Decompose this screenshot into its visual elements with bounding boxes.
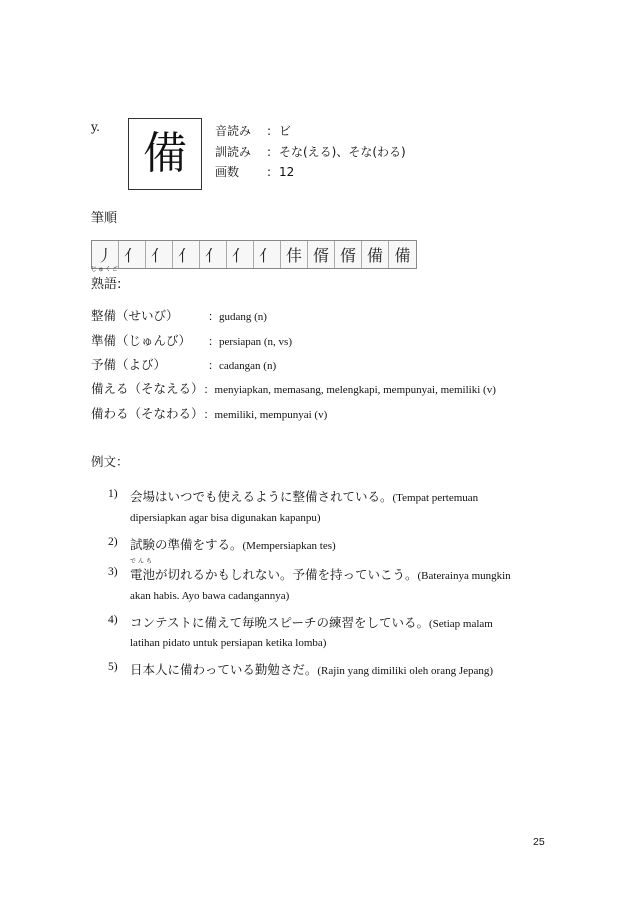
example-japanese: 電池が切れるかもしれない。予備を持っていこう。	[130, 567, 418, 582]
kunyomi-label: 訓読み	[215, 145, 252, 159]
onyomi-colon: :	[267, 124, 272, 138]
stroke-step: 備	[362, 241, 389, 268]
example-sentence	[130, 612, 493, 631]
stroke-step: 仹	[281, 241, 308, 268]
page-number: 25	[533, 836, 545, 848]
example-japanese: コンテストに備えて毎晩スピーチの練習をしている。	[130, 615, 430, 630]
stroke-step: 偦	[308, 241, 335, 268]
vocab-word: 整備（せいび）	[91, 308, 179, 323]
example-translation: (Tempat pertemuan	[392, 492, 479, 504]
example-translation-continued: latihan pidato untuk persiapan ketika lomba)	[130, 637, 327, 649]
example-number: 5)	[108, 661, 118, 673]
stroke-count-label: 画数	[215, 165, 240, 179]
vocab-meaning: ：memiliki, mempunyai (v)	[203, 409, 328, 421]
stroke-count-colon: :	[267, 165, 272, 179]
stroke-step: 亻	[200, 241, 227, 268]
examples-title: 例文：	[91, 454, 129, 469]
kunyomi-colon: :	[267, 145, 272, 159]
example-translation-continued: dipersiapkan agar bisa digunakan kapanpu)	[130, 512, 321, 524]
stroke-step: 亻	[119, 241, 146, 268]
kunyomi-row	[215, 143, 406, 160]
entry-letter: y.	[91, 120, 100, 134]
kunyomi-value: そな(える)、そな(わる)	[279, 145, 406, 159]
vocab-word: 準備（じゅんび）	[91, 333, 192, 348]
vocab-word: 予備（よび）	[91, 357, 167, 372]
vocab-meaning: ：menyiapkan, memasang, melengkapi, mempunyai, memiliki (v)	[203, 384, 496, 396]
vocab-row	[91, 306, 267, 324]
stroke-step: 亻	[254, 241, 281, 268]
stroke-count-value: 12	[279, 165, 295, 179]
example-translation-continued: akan habis. Ayo bawa cadangannya)	[130, 590, 290, 602]
example-translation: (Baterainya mungkin	[417, 570, 511, 582]
kanji-box	[128, 118, 202, 190]
example-number: 4)	[108, 614, 118, 626]
vocab-row	[91, 379, 496, 397]
vocab-row	[91, 355, 276, 373]
example-japanese: 日本人に備わっている勤勉さだ。	[130, 662, 318, 677]
example-translation: (Mempersiapkan tes)	[242, 540, 336, 552]
example-sentence	[130, 564, 511, 583]
vocab-row	[91, 331, 292, 349]
example-sentence	[130, 534, 336, 553]
vocab-row	[91, 404, 327, 422]
example-number: 3)	[108, 566, 118, 578]
stroke-step: 亻	[173, 241, 200, 268]
example-sentence	[130, 486, 478, 505]
stroke-order-title: 筆順	[91, 211, 118, 226]
vocab-word: 備える（そなえる）	[91, 381, 204, 396]
stroke-step: 亻	[227, 241, 254, 268]
example-japanese: 会場はいつでも使えるように整備されている。	[130, 489, 393, 504]
vocabulary-title: 熟語:	[91, 277, 122, 292]
example-translation: (Rajin yang dimiliki oleh orang Jepang)	[317, 665, 494, 677]
stroke-step: 偦	[335, 241, 362, 268]
vocab-meaning: ：cadangan (n)	[208, 360, 277, 372]
vocab-meaning: ：gudang (n)	[208, 311, 267, 323]
onyomi-value: ビ	[279, 124, 292, 138]
stroke-step: 丿	[92, 241, 119, 268]
vocab-meaning: ：persiapan (n, vs)	[208, 336, 293, 348]
onyomi-label: 音読み	[215, 124, 252, 138]
vocab-word: 備わる（そなわる）	[91, 406, 204, 421]
vocabulary-ruby: じゅくご	[91, 266, 120, 273]
example-translation: (Setiap malam	[429, 618, 493, 630]
example-sentence	[130, 659, 493, 678]
kanji-character: 備	[143, 128, 187, 179]
stroke-order-strip	[91, 240, 417, 269]
onyomi-row	[215, 122, 291, 139]
example-ruby: でんち	[130, 558, 155, 565]
stroke-step: 亻	[146, 241, 173, 268]
example-number: 1)	[108, 488, 118, 500]
stroke-step: 備	[389, 241, 416, 268]
example-japanese: 試験の準備をする。	[130, 537, 243, 552]
stroke-count-row	[215, 163, 294, 180]
example-number: 2)	[108, 536, 118, 548]
